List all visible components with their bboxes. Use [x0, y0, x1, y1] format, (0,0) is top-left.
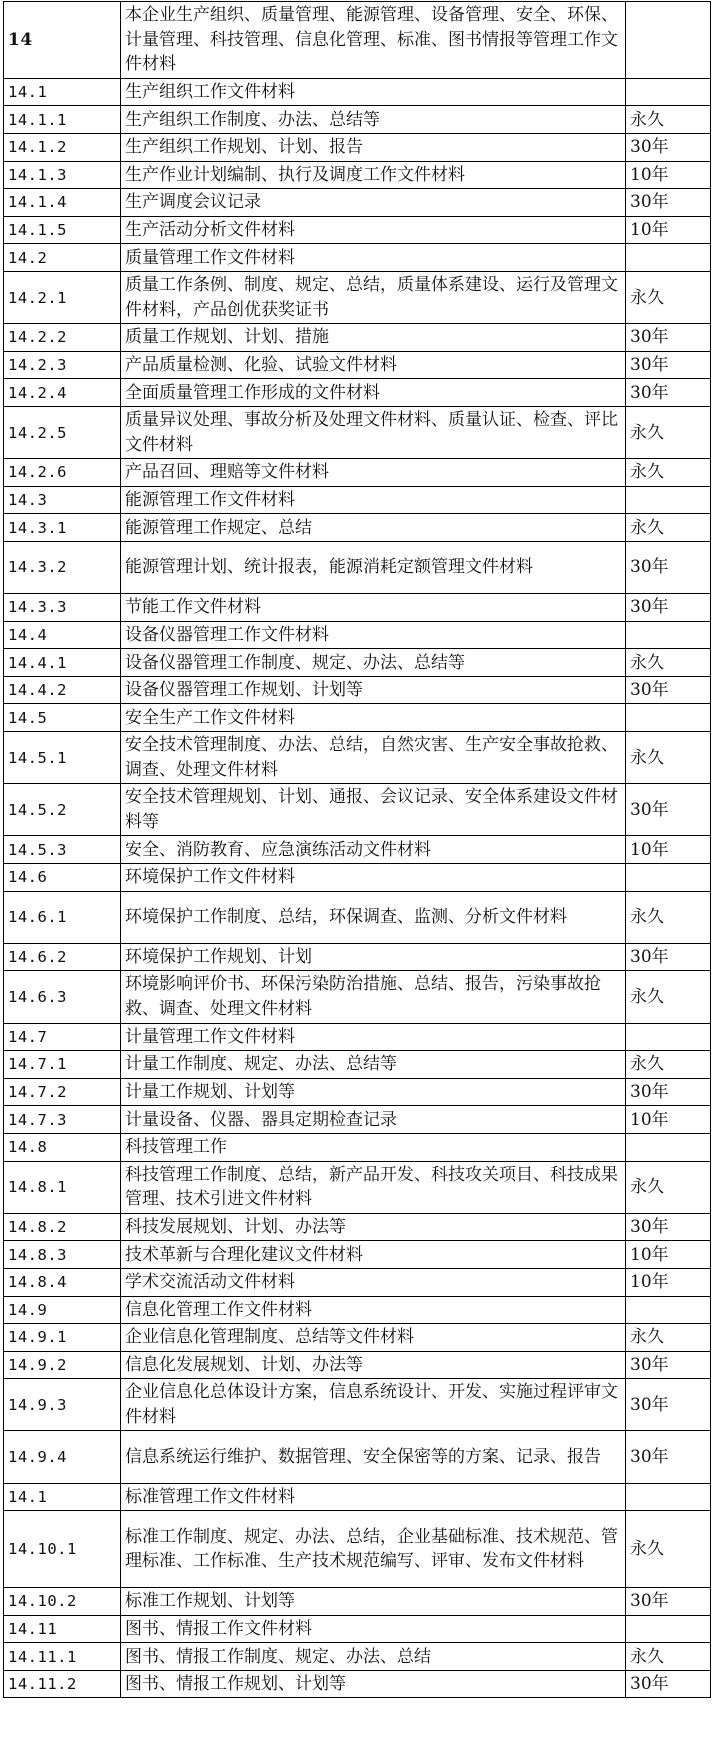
row-period-cell: 永久: [626, 971, 711, 1023]
row-title-cell: 标准管理工作文件材料: [121, 1483, 626, 1511]
row-period-cell: 10年: [626, 1268, 711, 1296]
retention-table: [3, 1, 711, 1698]
row-period-cell: 永久: [626, 1051, 711, 1079]
row-code-cell: 14.7.1: [4, 1051, 121, 1079]
row-title-cell: 环境保护工作文件材料: [121, 864, 626, 892]
row-code-cell: 14.11.1: [4, 1643, 121, 1671]
row-period-cell: [626, 1023, 711, 1051]
table-row: [4, 1133, 711, 1161]
table-row: [4, 784, 711, 836]
row-period-cell: [626, 704, 711, 732]
table-row: [4, 189, 711, 217]
row-title-cell: 信息系统运行维护、数据管理、安全保密等的方案、记录、报告: [121, 1431, 626, 1483]
row-period-cell: 30年: [626, 351, 711, 379]
row-title-cell: 安全技术管理制度、办法、总结，自然灾害、生产安全事故抢救、调查、处理文件材料: [121, 732, 626, 784]
row-code-cell: 14.5.2: [4, 784, 121, 836]
row-code-cell: 14.6.3: [4, 971, 121, 1023]
row-title-cell: 生产调度会议记录: [121, 189, 626, 217]
row-period-cell: 10年: [626, 216, 711, 244]
row-period-cell: [626, 1615, 711, 1643]
row-title-cell: 环境影响评价书、环保污染防治措施、总结、报告，污染事故抢救、调查、处理文件材料: [121, 971, 626, 1023]
retention-table-body: [4, 2, 711, 1698]
table-row: [4, 1615, 711, 1643]
row-code-cell: 14.1.5: [4, 216, 121, 244]
row-code-cell: 14: [4, 2, 121, 79]
row-title-cell: 能源管理计划、统计报表，能源消耗定额管理文件材料: [121, 541, 626, 593]
row-title-cell: 科技管理工作制度、总结，新产品开发、科技攻关项目、科技成果管理、技术引进文件材料: [121, 1161, 626, 1213]
row-title-cell: 能源管理工作文件材料: [121, 486, 626, 514]
row-title-cell: 节能工作文件材料: [121, 594, 626, 622]
row-period-cell: 30年: [626, 1351, 711, 1379]
row-code-cell: 14.7.2: [4, 1078, 121, 1106]
row-title-cell: 科技发展规划、计划、办法等: [121, 1213, 626, 1241]
row-title-cell: 企业信息化总体设计方案，信息系统设计、开发、实施过程评审文件材料: [121, 1379, 626, 1431]
row-code-cell: 14.5: [4, 704, 121, 732]
table-row: [4, 1106, 711, 1134]
row-period-cell: [626, 244, 711, 272]
row-code-cell: 14.10.2: [4, 1588, 121, 1616]
row-title-cell: 本企业生产组织、质量管理、能源管理、设备管理、安全、环保、计量管理、科技管理、信息化管理、标准、图书情报等管理工作文件材料: [121, 2, 626, 79]
row-period-cell: 30年: [626, 541, 711, 593]
row-code-cell: 14.4: [4, 621, 121, 649]
row-code-cell: 14.8: [4, 1133, 121, 1161]
row-code-cell: 14.1: [4, 1483, 121, 1511]
row-code-cell: 14.8.2: [4, 1213, 121, 1241]
table-row: [4, 216, 711, 244]
row-title-cell: 全面质量管理工作形成的文件材料: [121, 379, 626, 407]
row-period-cell: [626, 1296, 711, 1324]
row-title-cell: 信息化发展规划、计划、办法等: [121, 1351, 626, 1379]
row-title-cell: 生产组织工作规划、计划、报告: [121, 133, 626, 161]
table-row: [4, 324, 711, 352]
row-title-cell: 生产活动分析文件材料: [121, 216, 626, 244]
row-code-cell: 14.4.1: [4, 649, 121, 677]
row-code-cell: 14.11: [4, 1615, 121, 1643]
table-row: [4, 1241, 711, 1269]
table-row: [4, 1324, 711, 1352]
row-title-cell: 环境保护工作规划、计划: [121, 943, 626, 971]
row-code-cell: 14.1.2: [4, 133, 121, 161]
row-code-cell: 14.1.4: [4, 189, 121, 217]
row-period-cell: 永久: [626, 1161, 711, 1213]
row-period-cell: 30年: [626, 324, 711, 352]
row-title-cell: 图书、情报工作规划、计划等: [121, 1670, 626, 1698]
row-period-cell: 永久: [626, 406, 711, 458]
row-period-cell: 30年: [626, 189, 711, 217]
row-title-cell: 计量管理工作文件材料: [121, 1023, 626, 1051]
row-period-cell: 永久: [626, 514, 711, 542]
row-period-cell: 30年: [626, 594, 711, 622]
row-period-cell: 永久: [626, 106, 711, 134]
row-period-cell: [626, 486, 711, 514]
table-row: [4, 459, 711, 487]
table-row: [4, 1051, 711, 1079]
row-code-cell: 14.9.4: [4, 1431, 121, 1483]
row-code-cell: 14.9.3: [4, 1379, 121, 1431]
table-row: [4, 351, 711, 379]
row-title-cell: 能源管理工作规定、总结: [121, 514, 626, 542]
table-row: [4, 704, 711, 732]
row-period-cell: 30年: [626, 784, 711, 836]
row-title-cell: 质量工作条例、制度、规定、总结，质量体系建设、运行及管理文件材料，产品创优获奖证书: [121, 271, 626, 323]
row-period-cell: 30年: [626, 1213, 711, 1241]
table-row: [4, 486, 711, 514]
table-row: [4, 244, 711, 272]
row-code-cell: 14.9: [4, 1296, 121, 1324]
table-row: [4, 1379, 711, 1431]
row-period-cell: 永久: [626, 649, 711, 677]
row-title-cell: 学术交流活动文件材料: [121, 1268, 626, 1296]
row-title-cell: 安全、消防教育、应急演练活动文件材料: [121, 836, 626, 864]
row-period-cell: 永久: [626, 732, 711, 784]
row-period-cell: 10年: [626, 161, 711, 189]
row-code-cell: 14.11.2: [4, 1670, 121, 1698]
row-period-cell: [626, 1133, 711, 1161]
table-row: [4, 649, 711, 677]
table-row: [4, 514, 711, 542]
table-row: [4, 1161, 711, 1213]
row-period-cell: 永久: [626, 1324, 711, 1352]
row-title-cell: 产品质量检测、化验、试验文件材料: [121, 351, 626, 379]
row-code-cell: 14.1: [4, 78, 121, 106]
table-row: [4, 943, 711, 971]
row-title-cell: 质量异议处理、事故分析及处理文件材料、质量认证、检查、评比文件材料: [121, 406, 626, 458]
row-period-cell: [626, 2, 711, 79]
row-code-cell: 14.2.4: [4, 379, 121, 407]
row-code-cell: 14.8.4: [4, 1268, 121, 1296]
table-row: [4, 891, 711, 943]
table-row: [4, 379, 711, 407]
row-title-cell: 计量工作规划、计划等: [121, 1078, 626, 1106]
row-code-cell: 14.2.2: [4, 324, 121, 352]
row-period-cell: 30年: [626, 133, 711, 161]
row-code-cell: 14.1.1: [4, 106, 121, 134]
row-period-cell: [626, 78, 711, 106]
row-period-cell: 30年: [626, 943, 711, 971]
table-row: [4, 1268, 711, 1296]
row-period-cell: 永久: [626, 1511, 711, 1588]
row-title-cell: 质量工作规划、计划、措施: [121, 324, 626, 352]
table-row: [4, 406, 711, 458]
row-period-cell: [626, 621, 711, 649]
row-period-cell: 永久: [626, 271, 711, 323]
table-row: [4, 1213, 711, 1241]
row-code-cell: 14.9.2: [4, 1351, 121, 1379]
row-period-cell: 永久: [626, 459, 711, 487]
table-row: [4, 676, 711, 704]
row-title-cell: 设备仪器管理工作制度、规定、办法、总结等: [121, 649, 626, 677]
row-title-cell: 计量设备、仪器、器具定期检查记录: [121, 1106, 626, 1134]
table-row: [4, 732, 711, 784]
row-title-cell: 科技管理工作: [121, 1133, 626, 1161]
row-period-cell: 永久: [626, 1643, 711, 1671]
table-row: [4, 836, 711, 864]
row-title-cell: 生产组织工作文件材料: [121, 78, 626, 106]
row-code-cell: 14.2.1: [4, 271, 121, 323]
table-row: [4, 106, 711, 134]
row-code-cell: 14.8.3: [4, 1241, 121, 1269]
row-code-cell: 14.5.3: [4, 836, 121, 864]
table-row: [4, 1670, 711, 1698]
row-code-cell: 14.8.1: [4, 1161, 121, 1213]
row-code-cell: 14.2.6: [4, 459, 121, 487]
table-row: [4, 621, 711, 649]
row-title-cell: 计量工作制度、规定、办法、总结等: [121, 1051, 626, 1079]
row-code-cell: 14.6.2: [4, 943, 121, 971]
row-code-cell: 14.6: [4, 864, 121, 892]
row-title-cell: 环境保护工作制度、总结，环保调查、监测、分析文件材料: [121, 891, 626, 943]
table-row: [4, 1296, 711, 1324]
table-row: [4, 78, 711, 106]
table-row: [4, 1588, 711, 1616]
row-title-cell: 信息化管理工作文件材料: [121, 1296, 626, 1324]
table-row: [4, 1643, 711, 1671]
row-code-cell: 14.7.3: [4, 1106, 121, 1134]
row-period-cell: 10年: [626, 1241, 711, 1269]
row-code-cell: 14.3.3: [4, 594, 121, 622]
row-title-cell: 生产组织工作制度、办法、总结等: [121, 106, 626, 134]
row-code-cell: 14.3: [4, 486, 121, 514]
row-code-cell: 14.1.3: [4, 161, 121, 189]
row-period-cell: 30年: [626, 676, 711, 704]
row-title-cell: 安全生产工作文件材料: [121, 704, 626, 732]
row-code-cell: 14.6.1: [4, 891, 121, 943]
table-row: [4, 2, 711, 79]
row-code-cell: 14.5.1: [4, 732, 121, 784]
row-code-cell: 14.4.2: [4, 676, 121, 704]
row-code-cell: 14.10.1: [4, 1511, 121, 1588]
row-title-cell: 技术革新与合理化建议文件材料: [121, 1241, 626, 1269]
table-row: [4, 864, 711, 892]
row-title-cell: 设备仪器管理工作规划、计划等: [121, 676, 626, 704]
row-title-cell: 标准工作规划、计划等: [121, 1588, 626, 1616]
table-row: [4, 271, 711, 323]
row-title-cell: 企业信息化管理制度、总结等文件材料: [121, 1324, 626, 1352]
row-period-cell: [626, 864, 711, 892]
row-period-cell: 10年: [626, 836, 711, 864]
row-period-cell: 30年: [626, 1078, 711, 1106]
table-row: [4, 594, 711, 622]
row-code-cell: 14.7: [4, 1023, 121, 1051]
row-code-cell: 14.3.1: [4, 514, 121, 542]
table-row: [4, 1431, 711, 1483]
table-row: [4, 161, 711, 189]
row-period-cell: 永久: [626, 891, 711, 943]
row-code-cell: 14.2.3: [4, 351, 121, 379]
table-row: [4, 1511, 711, 1588]
table-row: [4, 1023, 711, 1051]
row-period-cell: 30年: [626, 1379, 711, 1431]
row-period-cell: [626, 1483, 711, 1511]
row-period-cell: 30年: [626, 1588, 711, 1616]
row-title-cell: 安全技术管理规划、计划、通报、会议记录、安全体系建设文件材料等: [121, 784, 626, 836]
row-title-cell: 图书、情报工作制度、规定、办法、总结: [121, 1643, 626, 1671]
row-period-cell: 30年: [626, 1670, 711, 1698]
row-period-cell: 30年: [626, 1431, 711, 1483]
table-row: [4, 1351, 711, 1379]
row-title-cell: 产品召回、理赔等文件材料: [121, 459, 626, 487]
row-code-cell: 14.2: [4, 244, 121, 272]
table-row: [4, 1483, 711, 1511]
table-row: [4, 1078, 711, 1106]
table-row: [4, 133, 711, 161]
row-title-cell: 质量管理工作文件材料: [121, 244, 626, 272]
table-row: [4, 971, 711, 1023]
table-row: [4, 541, 711, 593]
row-code-cell: 14.9.1: [4, 1324, 121, 1352]
row-title-cell: 图书、情报工作文件材料: [121, 1615, 626, 1643]
row-title-cell: 标准工作制度、规定、办法、总结，企业基础标准、技术规范、管理标准、工作标准、生产技术规范编写、评审、发布文件材料: [121, 1511, 626, 1588]
row-code-cell: 14.3.2: [4, 541, 121, 593]
row-period-cell: 10年: [626, 1106, 711, 1134]
row-title-cell: 生产作业计划编制、执行及调度工作文件材料: [121, 161, 626, 189]
row-title-cell: 设备仪器管理工作文件材料: [121, 621, 626, 649]
row-code-cell: 14.2.5: [4, 406, 121, 458]
row-period-cell: 30年: [626, 379, 711, 407]
